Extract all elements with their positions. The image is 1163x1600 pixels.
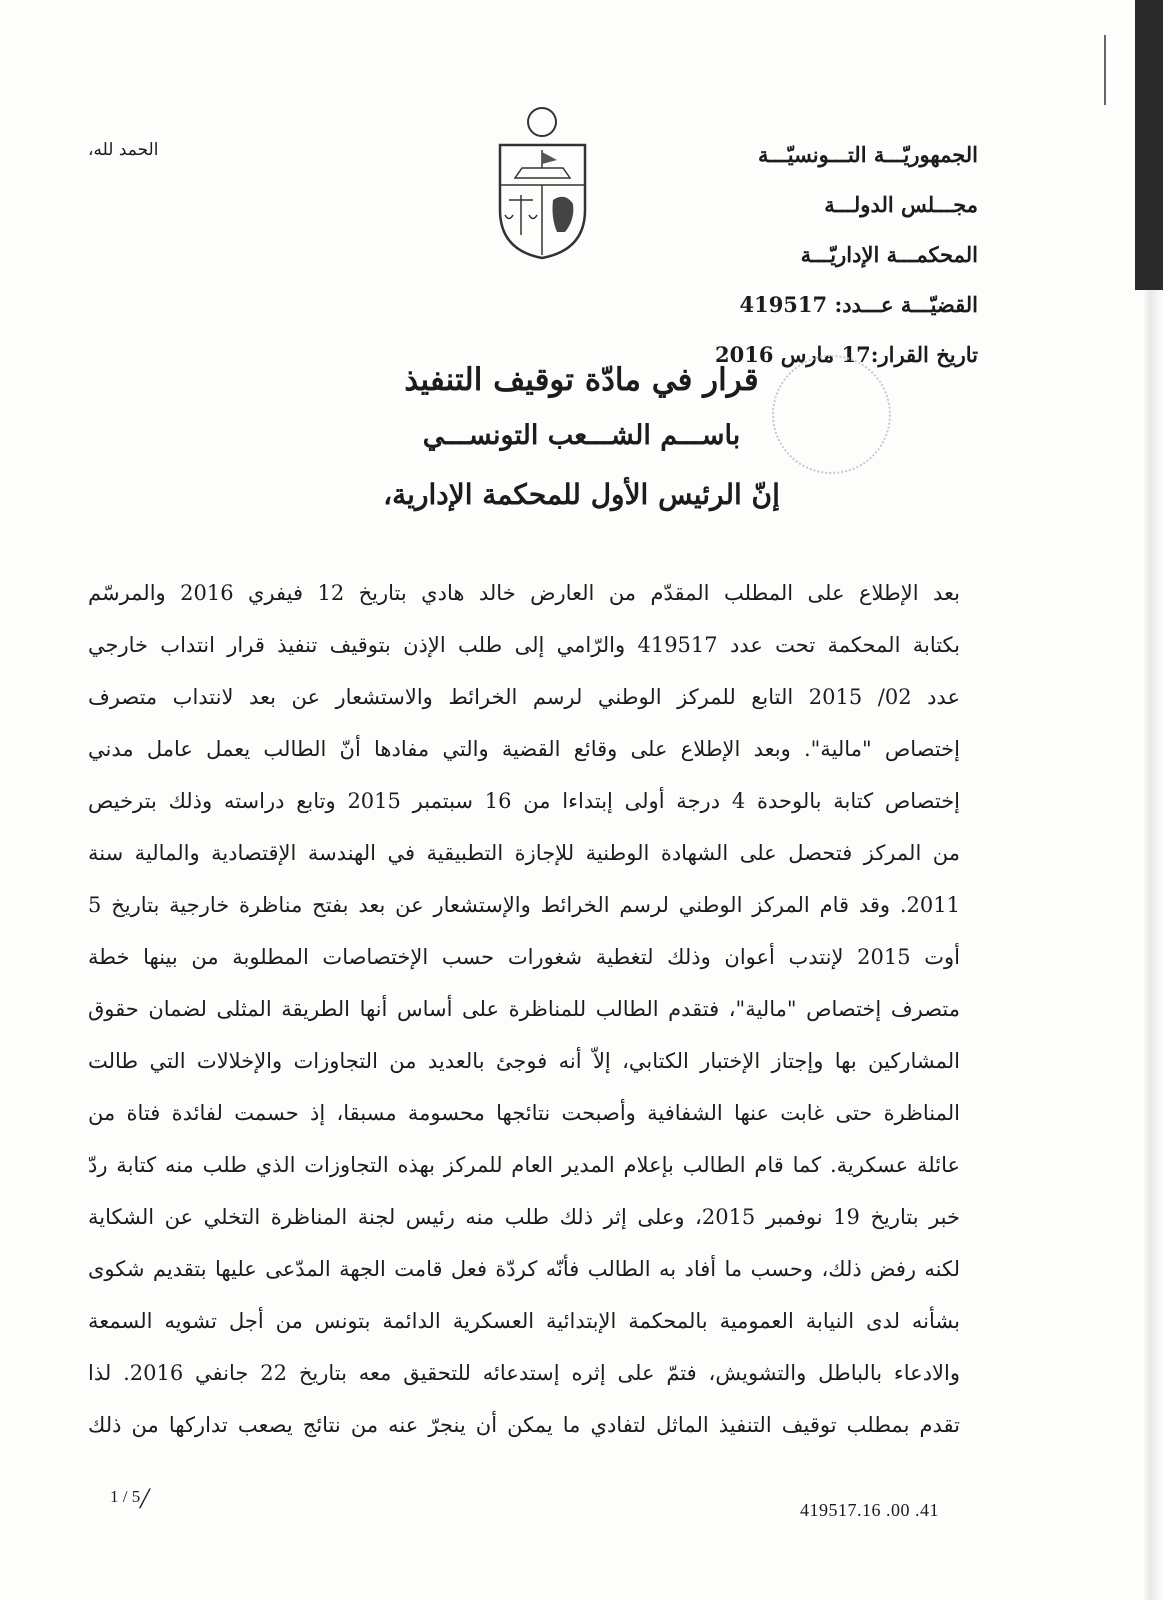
body-line: والادعاء بالباطل والتشويش، فتمّ على إثره إستدعائه للتحقيق معه بتاريخ 22 جانفي 2016. لذا [88,1361,960,1385]
case-number: 419517 [739,292,828,317]
case-label: القضيّـــة عـــدد: [834,292,978,317]
body-line: إختصاص "مالية". وبعد الإطلاع على وقائع القضية والتي مفادها أنّ الطالب يعمل عامل مدني [88,737,960,761]
body-line: تقدم بمطلب توقيف التنفيذ الماثل لتفادي ما يمكن أن ينجرّ عنه من نتائج يصعب تداركها من ذلك [88,1413,960,1437]
body-line: خبر بتاريخ 19 نوفمبر 2015، وعلى إثر ذلك طلب منه رئيس لجنة المناظرة التخلي عن الشكاية [88,1205,960,1229]
body-line: عائلة عسكرية. كما قام الطالب بإعلام المدير العام للمركز بهذه التجاوزات الذي طلب منه كتابة ردّ [88,1153,960,1177]
body-line: متصرف إختصاص "مالية"، فتقدم الطالب للمناظرة على أساس أنها الطريقة المثلى لضمان حقوق [88,997,960,1021]
body-line: بكتابة المحكمة تحت عدد 419517 والرّامي إلى طلب الإذن بتوقيف تنفيذ قرار انتداب خارجي [88,633,960,657]
body-line: عدد 02/ 2015 التابع للمركز الوطني لرسم الخرائط والاستشعار عن بعد لانتداب متصرف [88,685,960,709]
council-name: مجـــلس الدولـــة [824,192,978,217]
date-value: 17 مارس 2016 [714,342,871,367]
body-line: 2011. وقد قام المركز الوطني لرسم الخرائط والإستشعار عن بعد بفتح مناظرة خارجية بتاريخ 5 [88,893,960,917]
opening-greeting: الحمد لله، [88,140,159,160]
page-number [110,1476,149,1515]
decision-title: قرار في مادّة توقيف التنفيذ [404,362,759,398]
court-name: المحكمـــة الإداريّـــة [800,242,978,267]
body-line: بعد الإطلاع على المطلب المقدّم من العارض خالد هادي بتاريخ 12 فيفري 2016 والمرسّم [88,581,960,605]
document-reference: 419517.16 .00 .41 [800,1500,939,1520]
first-president-line: إنّ الرئيس الأول للمحكمة الإدارية، [383,478,780,511]
in-the-name-of-people: باســـم الشـــعب التونســـي [422,420,741,451]
decision-body [88,567,960,1451]
scan-shadow [1135,0,1163,290]
court-header [714,130,978,380]
tunisia-coat-of-arms-icon [495,100,590,260]
republic-name: الجمهوريّـــة التـــونسيّـــة [758,142,978,167]
body-line: إختصاص كتابة بالوحدة 4 درجة أولى إبتداءا من 16 سبتمبر 2015 وتابع دراسته وذلك بترخيص [88,789,960,813]
body-line: بشأنه لدى النيابة العمومية بالمحكمة الإبتدائية العسكرية الدائمة بتونس من أجل تشويه السمعة [88,1309,960,1333]
body-line: من المركز فتحصل على الشهادة الوطنية للإجازة التطبيقية في الهندسة الإقتصادية والمالية سنة [88,841,960,865]
body-line: لكنه رفض ذلك، وحسب ما أفاد به الطالب فأنّه كردّة فعل قامت الجهة المدّعى عليها بتقديم شكوى [88,1257,960,1281]
scan-mark [1104,35,1106,105]
body-line: المناظرة حتى غابت عنها الشفافية وأصبحت نتائجها محسومة مسبقا، إذ حسمت لفائدة فتاة من [88,1101,960,1125]
case-number-line [718,280,978,330]
date-label: تاريخ القرار: [870,342,978,367]
body-line: المشاركين بها وإجتاز الإختبار الكتابي، إلاّ أنه فوجئ بالعديد من التجاوزات والإخلالات التي طالت [88,1049,960,1073]
body-line: أوت 2015 لإنتدب أعوان وذلك لتغطية شغورات حسب الإختصاصات المطلوبة من بينها خطة [88,945,960,969]
page-number-text: 1 / 5 [110,1487,141,1506]
initials-mark-icon: / [140,1482,149,1515]
